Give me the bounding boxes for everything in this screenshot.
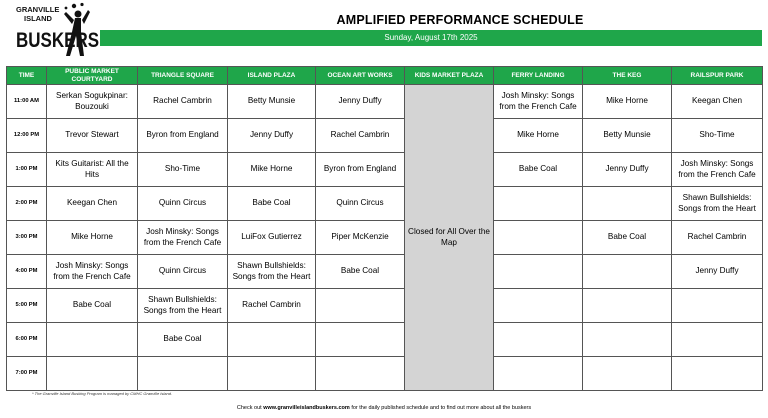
performer-cell: Babe Coal bbox=[228, 187, 316, 221]
time-cell: 4:00 PM bbox=[7, 255, 47, 289]
svg-text:BUSKERS: BUSKERS bbox=[16, 29, 100, 53]
performer-cell: Betty Munsie bbox=[228, 85, 316, 119]
performer-cell bbox=[494, 323, 583, 357]
performer-cell: Quinn Circus bbox=[138, 187, 228, 221]
page-title: AMPLIFIED PERFORMANCE SCHEDULE bbox=[336, 13, 584, 27]
performer-cell: Trevor Stewart bbox=[47, 119, 138, 153]
column-header: FERRY LANDING bbox=[494, 67, 583, 85]
performer-cell: Jenny Duffy bbox=[672, 255, 763, 289]
performer-cell: Keegan Chen bbox=[47, 187, 138, 221]
website-link[interactable]: www.granvilleislandbuskers.com bbox=[263, 405, 350, 411]
time-cell: 11:00 AM bbox=[7, 85, 47, 119]
column-header: ISLAND PLAZA bbox=[228, 67, 316, 85]
performer-cell bbox=[583, 255, 672, 289]
performer-cell: Kits Guitarist: All the Hits bbox=[47, 153, 138, 187]
performer-cell bbox=[494, 187, 583, 221]
performer-cell: Shawn Bullshields: Songs from the Heart bbox=[228, 255, 316, 289]
performer-cell: Josh Minsky: Songs from the French Cafe bbox=[138, 221, 228, 255]
header-row bbox=[7, 67, 763, 85]
schedule-row bbox=[7, 289, 763, 323]
performer-cell bbox=[583, 357, 672, 391]
performer-cell bbox=[583, 289, 672, 323]
date-banner: Sunday, August 17th 2025 bbox=[100, 30, 762, 46]
performer-cell bbox=[47, 357, 138, 391]
performer-cell: Rachel Cambrin bbox=[672, 221, 763, 255]
performer-cell: Mike Horne bbox=[228, 153, 316, 187]
column-header: OCEAN ART WORKS bbox=[316, 67, 405, 85]
performer-cell: Byron from England bbox=[316, 153, 405, 187]
performer-cell: Josh Minsky: Songs from the French Cafe bbox=[672, 153, 763, 187]
juggler-icon bbox=[14, 2, 100, 60]
column-header: KIDS MARKET PLAZA bbox=[405, 67, 494, 85]
performer-cell bbox=[316, 323, 405, 357]
performer-cell bbox=[494, 357, 583, 391]
performer-cell: Piper McKenzie bbox=[316, 221, 405, 255]
time-cell: 3:00 PM bbox=[7, 221, 47, 255]
performer-cell: Quinn Circus bbox=[138, 255, 228, 289]
performer-cell: Jenny Duffy bbox=[583, 153, 672, 187]
performer-cell: Shawn Bullshields: Songs from the Heart bbox=[138, 289, 228, 323]
footnote: * The Granville Island Busking Program is managed by CMHC Granville Island. bbox=[32, 391, 173, 396]
schedule-row bbox=[7, 255, 763, 289]
performer-cell bbox=[672, 357, 763, 391]
performer-cell bbox=[47, 323, 138, 357]
performer-cell bbox=[494, 221, 583, 255]
schedule-row bbox=[7, 357, 763, 391]
time-cell: 6:00 PM bbox=[7, 323, 47, 357]
column-header: THE KEG bbox=[583, 67, 672, 85]
performer-cell bbox=[494, 289, 583, 323]
column-header-time: TIME bbox=[7, 67, 47, 85]
performer-cell bbox=[316, 357, 405, 391]
time-cell: 12:00 PM bbox=[7, 119, 47, 153]
performer-cell bbox=[228, 357, 316, 391]
performer-cell: Josh Minsky: Songs from the French Cafe bbox=[494, 85, 583, 119]
time-cell: 7:00 PM bbox=[7, 357, 47, 391]
column-header: TRIANGLE SQUARE bbox=[138, 67, 228, 85]
schedule-row bbox=[7, 119, 763, 153]
performer-cell: Sho-Time bbox=[138, 153, 228, 187]
performer-cell bbox=[228, 323, 316, 357]
schedule-row bbox=[7, 153, 763, 187]
performer-cell: Babe Coal bbox=[316, 255, 405, 289]
performer-cell: Babe Coal bbox=[138, 323, 228, 357]
performer-cell bbox=[494, 255, 583, 289]
performer-cell: Mike Horne bbox=[47, 221, 138, 255]
schedule-table bbox=[6, 66, 763, 391]
column-header: RAILSPUR PARK bbox=[672, 67, 763, 85]
column-header: PUBLIC MARKET COURTYARD bbox=[47, 67, 138, 85]
schedule-row bbox=[7, 221, 763, 255]
performer-cell: Mike Horne bbox=[583, 85, 672, 119]
footer-suffix: for the daily published schedule and to find out more about all the buskers bbox=[349, 405, 532, 411]
schedule-row bbox=[7, 85, 763, 119]
schedule-row bbox=[7, 323, 763, 357]
performer-cell: Josh Minsky: Songs from the French Cafe bbox=[47, 255, 138, 289]
performer-cell: Babe Coal bbox=[47, 289, 138, 323]
performer-cell bbox=[583, 323, 672, 357]
time-cell: 2:00 PM bbox=[7, 187, 47, 221]
performer-cell bbox=[316, 289, 405, 323]
performer-cell: Byron from England bbox=[138, 119, 228, 153]
performer-cell: Betty Munsie bbox=[583, 119, 672, 153]
closed-venue-cell: Closed for All Over the Map bbox=[405, 85, 494, 391]
performer-cell: Keegan Chen bbox=[672, 85, 763, 119]
svg-text:ISLAND: ISLAND bbox=[24, 14, 52, 23]
time-cell: 5:00 PM bbox=[7, 289, 47, 323]
performer-cell: Jenny Duffy bbox=[316, 85, 405, 119]
buskers-logo bbox=[14, 2, 100, 60]
performer-cell: Shawn Bullshields: Songs from the Heart bbox=[672, 187, 763, 221]
performer-cell: Babe Coal bbox=[583, 221, 672, 255]
performer-cell: Rachel Cambrin bbox=[316, 119, 405, 153]
performer-cell bbox=[672, 289, 763, 323]
performer-cell: Babe Coal bbox=[494, 153, 583, 187]
performer-cell bbox=[583, 187, 672, 221]
performer-cell: Rachel Cambrin bbox=[228, 289, 316, 323]
footer-prefix: Check out bbox=[236, 405, 264, 411]
performer-cell bbox=[138, 357, 228, 391]
performer-cell bbox=[672, 323, 763, 357]
performer-cell: Sho-Time bbox=[672, 119, 763, 153]
svg-text:GRANVILLE: GRANVILLE bbox=[16, 5, 60, 14]
performer-cell: Jenny Duffy bbox=[228, 119, 316, 153]
performer-cell: Rachel Cambrin bbox=[138, 85, 228, 119]
schedule-row bbox=[7, 187, 763, 221]
performer-cell: Mike Horne bbox=[494, 119, 583, 153]
performer-cell: LuiFox Gutierrez bbox=[228, 221, 316, 255]
performer-cell: Quinn Circus bbox=[316, 187, 405, 221]
footer-text bbox=[0, 405, 768, 411]
performer-cell: Serkan Sogukpinar: Bouzouki bbox=[47, 85, 138, 119]
time-cell: 1:00 PM bbox=[7, 153, 47, 187]
